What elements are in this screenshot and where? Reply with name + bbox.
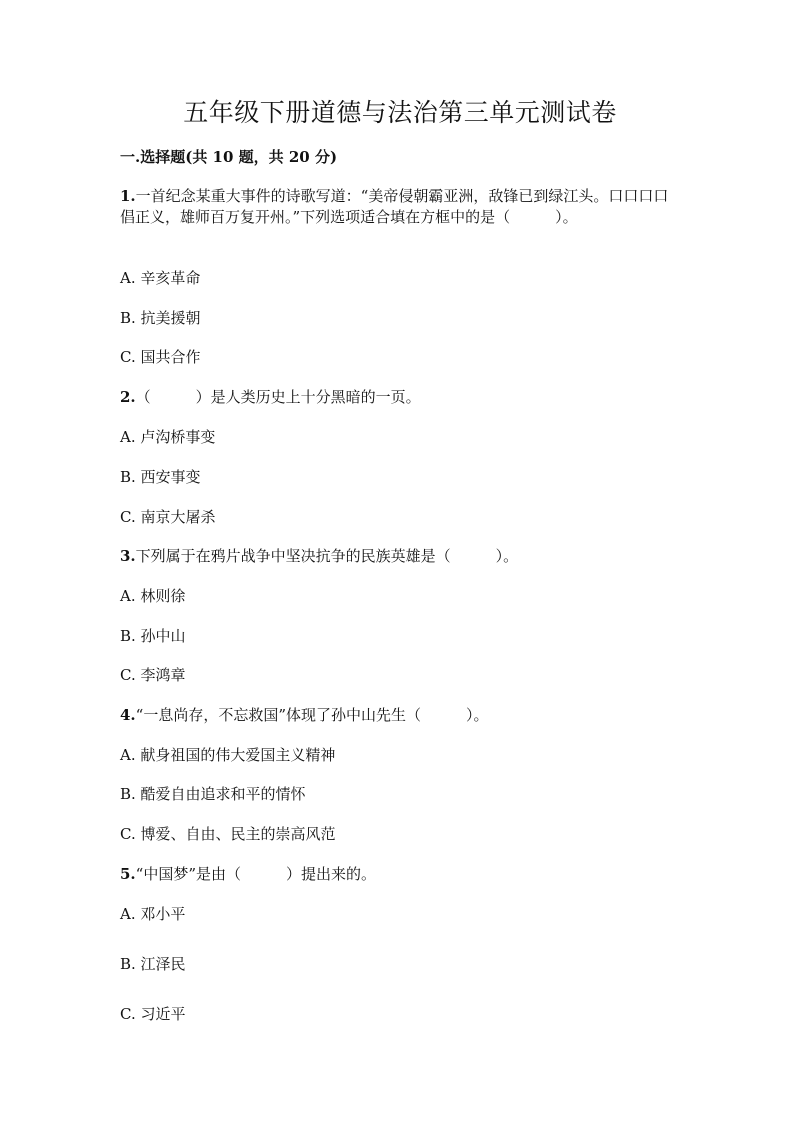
- option-c: C. 习近平: [120, 1005, 186, 1023]
- option-a: A. 献身祖国的伟大爱国主义精神: [120, 746, 336, 764]
- question-text: （ ）是人类历史上十分黑暗的一页。: [135, 388, 421, 406]
- option-c: C. 南京大屠杀: [120, 508, 216, 526]
- question-number: 3.: [120, 547, 136, 565]
- option-b: B. 酷爱自由追求和平的情怀: [120, 785, 306, 803]
- section-heading: 一.选择题(共 10 题，共 20 分): [120, 148, 338, 166]
- option-a: A. 林则徐: [120, 587, 186, 605]
- question-3: [120, 546, 680, 567]
- question-text: 一首纪念某重大事件的诗歌写道：“美帝侵朝霸亚洲，敌锋已到绿江头。口口口口倡正义，雄师百万复开州。”下列选项适合填在方框中的是（ ）。: [120, 187, 669, 226]
- option-c: C. 国共合作: [120, 348, 201, 366]
- question-text: “中国梦”是由（ ）提出来的。: [135, 865, 377, 883]
- option-a: A. 辛亥革命: [120, 269, 201, 287]
- option-c: C. 李鸿章: [120, 666, 186, 684]
- question-text: “一息尚存，不忘救国”体现了孙中山先生（ ）。: [135, 706, 489, 724]
- option-b: B. 西安事变: [120, 468, 201, 486]
- option-b: B. 抗美援朝: [120, 309, 201, 327]
- option-b: B. 孙中山: [120, 627, 186, 645]
- option-a: A. 卢沟桥事变: [120, 428, 216, 446]
- question-number: 5.: [120, 865, 136, 883]
- page-title: 五年级下册道德与法治第三单元测试卷: [183, 98, 617, 127]
- question-text: 下列属于在鸦片战争中坚决抗争的民族英雄是（ ）。: [135, 547, 519, 565]
- option-b: B. 江泽民: [120, 955, 186, 973]
- question-number: 2.: [120, 388, 136, 406]
- question-number: 4.: [120, 706, 136, 724]
- option-c: C. 博爱、自由、民主的崇高风范: [120, 825, 336, 843]
- option-a: A. 邓小平: [120, 905, 186, 923]
- question-4: [120, 705, 680, 726]
- question-1: [120, 186, 680, 228]
- question-2: [120, 387, 680, 408]
- question-number: 1.: [120, 187, 136, 205]
- question-5: [120, 864, 680, 885]
